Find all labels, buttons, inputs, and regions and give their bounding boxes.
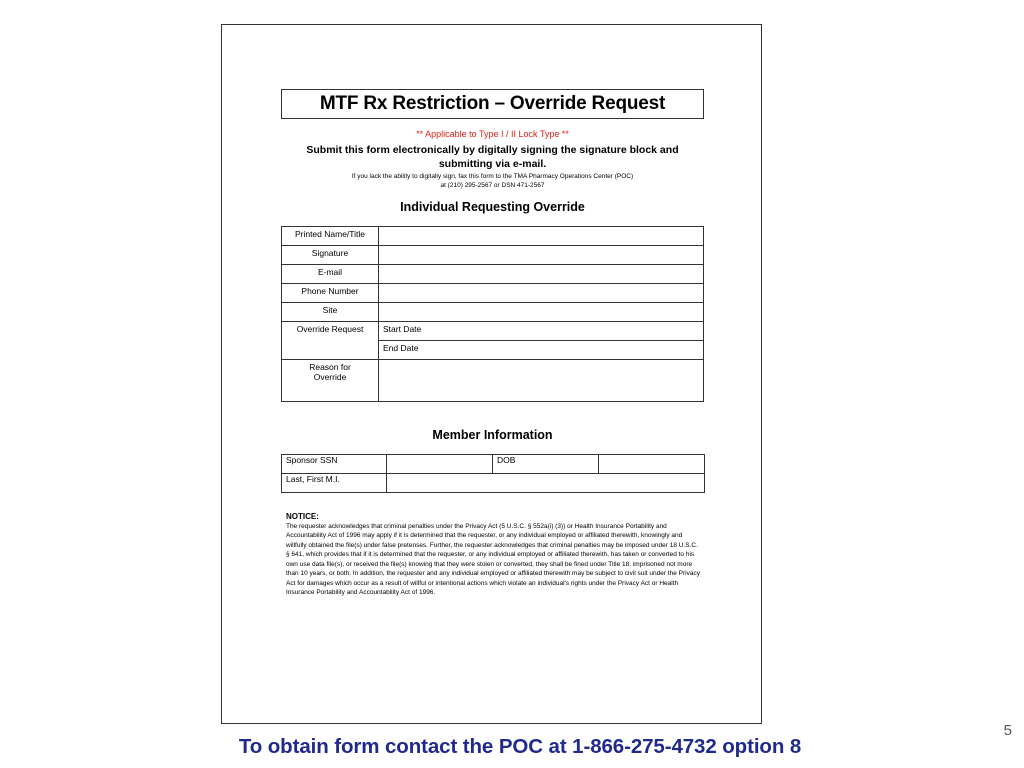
form-title: MTF Rx Restriction – Override Request	[281, 89, 704, 119]
fax-instructions	[222, 172, 763, 190]
notice-block	[286, 512, 701, 598]
member-name-label: Last, First M.I.	[282, 474, 387, 493]
submit-instructions	[222, 143, 763, 171]
applicable-note: ** Applicable to Type I / II Lock Type **	[416, 129, 569, 139]
phone-label: Phone Number	[282, 284, 379, 303]
fax-line-1: If you lack the ability to digitally sign, fax this form to the TMA Pharmacy Operations Center (POC)	[351, 173, 634, 180]
reason-label-line-2: Override	[313, 372, 347, 382]
submit-line-1: Submit this form electronically by digitally signing the signature block and	[306, 144, 679, 156]
fax-line-2: at (210) 295-2567 or DSN 471-2567	[440, 182, 545, 189]
start-date-label: Start Date	[383, 324, 422, 334]
form-document	[221, 24, 762, 724]
printed-name-label: Printed Name/Title	[282, 227, 379, 246]
sponsor-ssn-label: Sponsor SSN	[282, 455, 387, 474]
signature-label: Signature	[282, 246, 379, 265]
dob-label: DOB	[493, 455, 599, 474]
dob-field[interactable]	[599, 455, 705, 474]
site-label: Site	[282, 303, 379, 322]
printed-name-field[interactable]	[379, 227, 704, 246]
reason-label	[282, 360, 379, 402]
member-table	[281, 454, 705, 493]
phone-field[interactable]	[379, 284, 704, 303]
start-date-field[interactable]	[379, 322, 704, 341]
individual-table	[281, 226, 704, 402]
end-date-label: End Date	[383, 343, 419, 353]
member-name-field[interactable]	[387, 474, 705, 493]
reason-field[interactable]	[379, 360, 704, 402]
submit-line-2: submitting via e-mail.	[438, 158, 547, 170]
signature-field[interactable]	[379, 246, 704, 265]
site-field[interactable]	[379, 303, 704, 322]
email-field[interactable]	[379, 265, 704, 284]
override-request-label: Override Request	[282, 322, 379, 360]
section-individual-heading: Individual Requesting Override	[400, 200, 585, 214]
notice-text: The requester acknowledges that criminal penalties under the Privacy Act (5 U.S.C. § 552a(i) (3)) or Health Insurance Portability and Accountability Act of 1996 may apply if it is determined that the requester, or any individual employed or affiliated therewith, knowingly and willfully obtained the file(s) under false pretenses. Further, the requester acknowledges that criminal penalties may be imposed under 18 U.S.C. § 641, which provides that if it is determined that the requester, or any individual employed or affiliated therewith, has taken or converted to his own use data file(s), or received the file(s) knowing that they were stolen or converted, they shall be fined under Title 18, imprisoned not more than 10 years, or both. In addition, the requester and any individual employed or affiliated therewith may be subject to civil suit under the Privacy Act for damages which occur as a result of willful or intentional actions which violate an individual's rights under the Privacy Act or Health Insurance Portability and Accountability Act of 1996.	[286, 522, 700, 596]
end-date-field[interactable]	[379, 341, 704, 360]
footer-contact-text: To obtain form contact the POC at 1-866-275-4732 option 8	[238, 735, 802, 758]
section-member-heading: Member Information	[432, 428, 553, 442]
sponsor-ssn-field[interactable]	[387, 455, 493, 474]
email-label: E-mail	[282, 265, 379, 284]
reason-label-line-1: Reason for	[309, 362, 351, 372]
notice-heading: NOTICE:	[286, 512, 319, 521]
page-number: 5	[1003, 722, 1012, 739]
